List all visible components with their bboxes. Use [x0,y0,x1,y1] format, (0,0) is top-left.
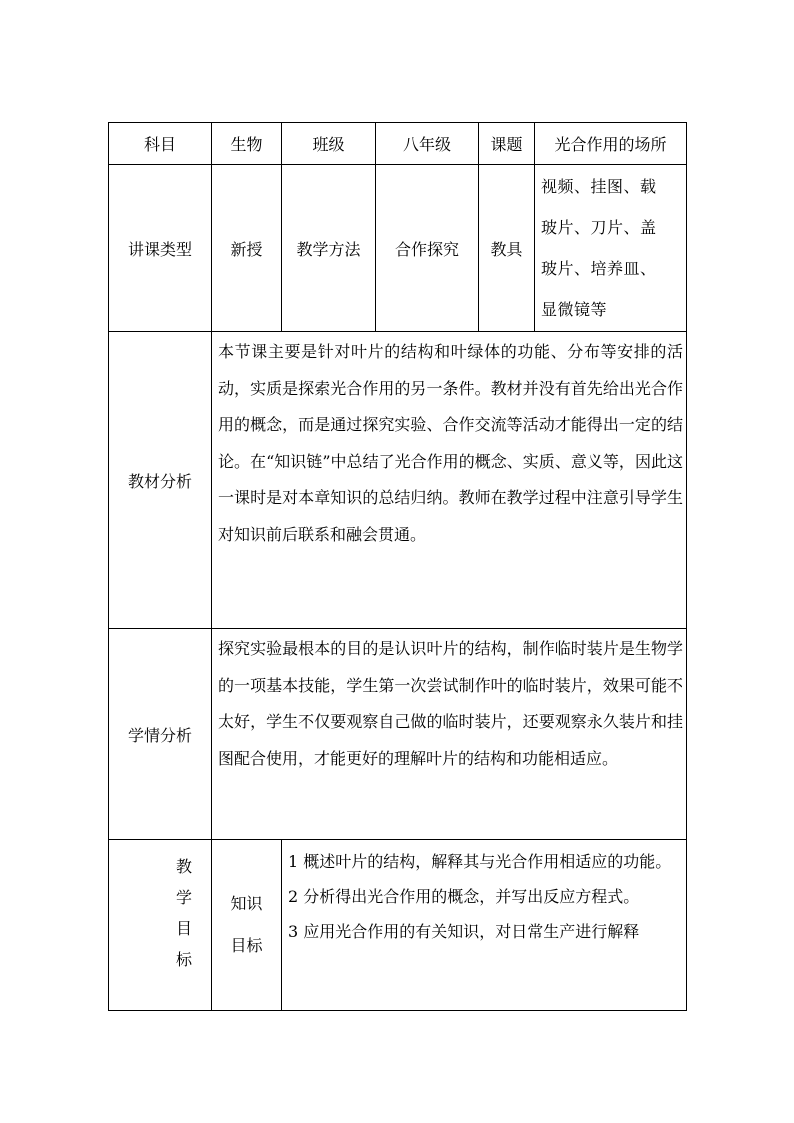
tools-line: 玻片、培养皿、 [541,259,657,278]
material-analysis-label: 教材分析 [109,332,212,629]
subject-value: 生物 [212,123,282,165]
teaching-method-label: 教学方法 [282,165,376,332]
lesson-info-row [109,165,687,332]
header-row [109,123,687,165]
material-analysis-row [109,332,687,629]
teaching-goals-row [109,840,687,1011]
teaching-goals-label [109,840,212,1011]
goal-label-char: 学 [175,888,192,907]
subject-label: 科目 [109,123,212,165]
knowledge-goal-items [282,840,687,1011]
student-analysis-text: 探究实验最根本的目的是认识叶片的结构，制作临时装片是生物学的一项基本技能，学生第一次尝试制作叶的临时装片，效果可能不太好，学生不仅要观察自己做的临时装片，还要观察永久装片和挂图配合使用，才能更好的理解叶片的结构和功能相适应。 [218,639,683,768]
topic-label: 课题 [479,123,535,165]
tools-line: 视频、挂图、载 [541,177,657,196]
class-label: 班级 [282,123,376,165]
student-analysis-label: 学情分析 [109,629,212,840]
knowledge-goal-label [212,840,282,1011]
goal-item: 3 应用光合作用的有关知识，对日常生产进行解释 [288,922,640,941]
class-value: 八年级 [376,123,479,165]
knowledge-label-line: 知识 [230,894,263,913]
goal-label-char: 目 [175,919,192,938]
lesson-type-value: 新授 [212,165,282,332]
lesson-plan-table [108,122,687,1011]
goal-label-char: 标 [175,950,192,969]
tools-line: 玻片、刀片、盖 [541,218,657,237]
goal-item: 1 概述叶片的结构，解释其与光合作用相适应的功能。 [288,852,672,871]
goal-label-char: 教 [175,857,192,876]
tools-line: 显微镜等 [541,300,608,319]
teaching-tools-label: 教具 [479,165,535,332]
material-analysis-text: 本节课主要是针对叶片的结构和叶绿体的功能、分布等安排的活动，实质是探索光合作用的另一条件。教材并没有首先给出光合作用的概念，而是通过探究实验、合作交流等活动才能得出一定的结论。在“知识链”中总结了光合作用的概念、实质、意义等，因此这一课时是对本章知识的总结归纳。教师在教学过程中注意引导学生对知识前后联系和融会贯通。 [218,342,683,544]
teaching-method-value: 合作探究 [376,165,479,332]
student-analysis-row [109,629,687,840]
lesson-type-label: 讲课类型 [109,165,212,332]
topic-value: 光合作用的场所 [535,123,687,165]
goal-item: 2 分析得出光合作用的概念，并写出反应方程式。 [288,887,640,906]
knowledge-label-line: 目标 [230,936,263,955]
teaching-tools-value [535,165,687,332]
